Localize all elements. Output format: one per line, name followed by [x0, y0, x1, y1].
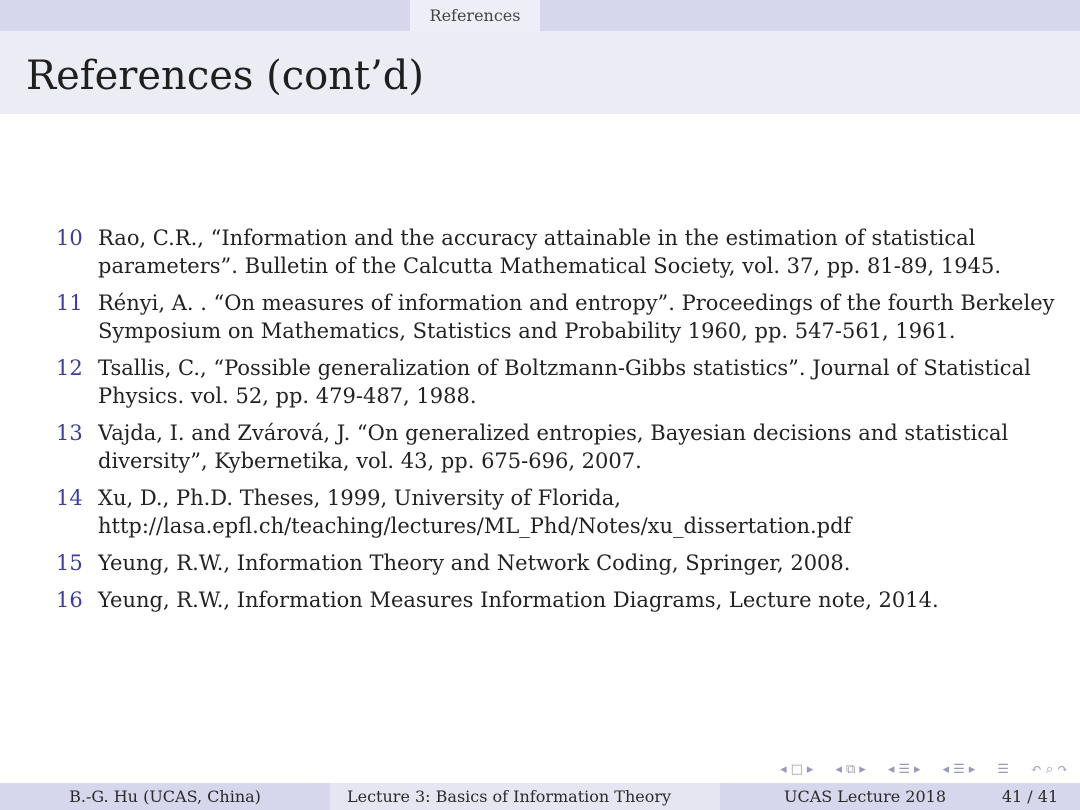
- footer-author: B.-G. Hu (UCAS, China): [69, 787, 261, 806]
- nav-prev-section-icon[interactable]: ◂: [887, 761, 895, 777]
- reference-number: 10: [56, 226, 83, 250]
- reference-text: Rényi, A. . “On measures of information and entropy”. Proceedings of the fourth Berkeley Symposium on Mathematics, Statistics and Probability 1960, pp. 547-561, 1961.: [98, 291, 1055, 343]
- reference-number: 15: [56, 551, 83, 575]
- nav-prev-subsection-icon[interactable]: ◂: [835, 761, 842, 777]
- reference-text: Yeung, R.W., Information Theory and Network Coding, Springer, 2008.: [98, 551, 851, 575]
- page-title: References (cont’d): [26, 53, 424, 99]
- nav-next-subsection-icon[interactable]: ▸: [859, 761, 866, 777]
- header-bar: [0, 0, 1080, 31]
- reference-number: 16: [56, 588, 83, 612]
- reference-item: [56, 289, 1056, 345]
- nav-prev-frame-icon[interactable]: ◂: [780, 761, 787, 777]
- nav-forward-icon[interactable]: ↷: [1057, 761, 1068, 777]
- footer-page-number: 41 / 41: [1001, 787, 1059, 806]
- reference-number: 13: [56, 421, 83, 445]
- footer-lecture-title: Lecture 3: Basics of Information Theory: [347, 787, 672, 806]
- footer-lecture-cell: [330, 783, 720, 810]
- footer-bar: [0, 783, 1080, 810]
- reference-item: [56, 549, 1056, 577]
- reference-list: [56, 224, 1056, 623]
- reference-item: [56, 419, 1056, 475]
- reference-number: 11: [56, 291, 83, 315]
- reference-item: [56, 586, 1056, 614]
- nav-search-icon[interactable]: ⌕: [1045, 761, 1054, 777]
- nav-frame-icon[interactable]: □: [790, 761, 803, 777]
- reference-text: Yeung, R.W., Information Measures Information Diagrams, Lecture note, 2014.: [98, 588, 939, 612]
- reference-text: Xu, D., Ph.D. Theses, 1999, University of Florida, http://lasa.epfl.ch/teaching/lectures/ML_Phd/Notes/xu_dissertation.pdf: [98, 486, 852, 538]
- reference-number: 14: [56, 486, 83, 510]
- footer-venue: UCAS Lecture 2018: [783, 787, 947, 806]
- reference-text: Vajda, I. and Zvárová, J. “On generalized entropies, Bayesian decisions and statistical diversity”, Kybernetika, vol. 43, pp. 675-696, 2007.: [98, 421, 1009, 473]
- nav-part-icon[interactable]: ☰: [953, 761, 965, 777]
- nav-prev-part-icon[interactable]: ◂: [942, 761, 950, 777]
- nav-back-icon[interactable]: ↶: [1030, 761, 1042, 777]
- reference-item: [56, 354, 1056, 410]
- title-bar: [0, 31, 1080, 114]
- reference-text: Tsallis, C., “Possible generalization of Boltzmann-Gibbs statistics”. Journal of Statistical Physics. vol. 52, pp. 479-487, 1988.: [98, 356, 1031, 408]
- nav-subsection-icon[interactable]: ⧉: [845, 761, 856, 777]
- nav-next-section-icon[interactable]: ▸: [914, 761, 921, 777]
- reference-item: [56, 224, 1056, 280]
- section-nav-references[interactable]: References: [410, 0, 540, 31]
- beamer-navigation: [780, 760, 1068, 778]
- reference-item: [56, 484, 1056, 540]
- reference-text: Rao, C.R., “Information and the accuracy attainable in the estimation of statistical parameters”. Bulletin of the Calcutta Mathematical Society, vol. 37, pp. 81-89, 1945.: [98, 226, 1001, 278]
- nav-next-frame-icon[interactable]: ▸: [806, 761, 814, 777]
- nav-document-icon[interactable]: ☰: [997, 761, 1009, 777]
- nav-section-icon[interactable]: ☰: [898, 761, 910, 777]
- reference-number: 12: [56, 356, 83, 380]
- nav-next-part-icon[interactable]: ▸: [968, 761, 976, 777]
